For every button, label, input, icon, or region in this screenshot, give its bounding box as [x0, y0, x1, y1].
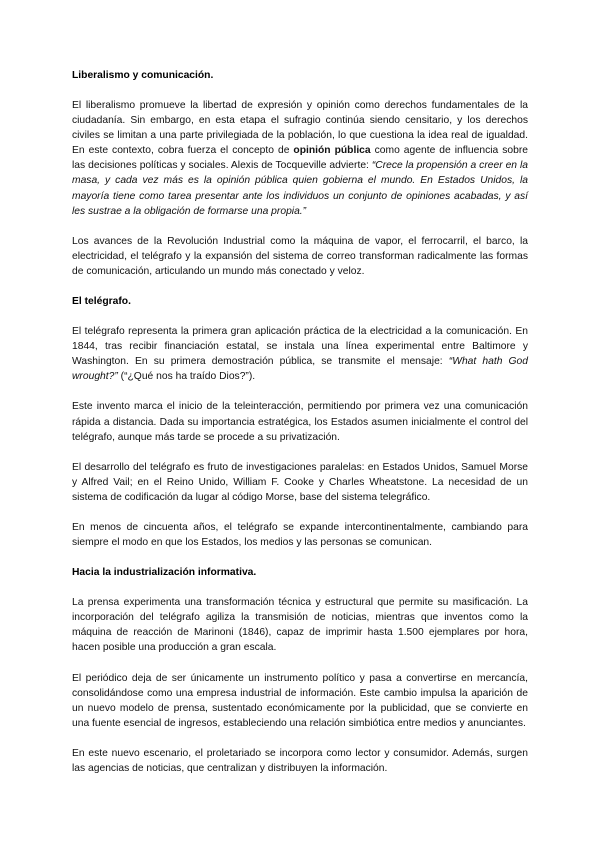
paragraph: El periódico deja de ser únicamente un instrumento político y pasa a convertirse en mercancía, consolidándose como una empresa industrial de información. Este cambio impulsa la aparición de un nuevo modelo de prensa, sustentado económicamente por la publicidad, que se convierte en una fuente esencial de ingresos, estableciendo una relación simbiótica entre medios y anunciantes.	[72, 672, 528, 729]
paragraph: En menos de cincuenta años, el telégrafo se expande intercontinentalmente, cambiando para siempre el modo en que los Estados, los medios y las personas se comunican.	[72, 521, 528, 549]
paragraph: En este nuevo escenario, el proletariado se incorpora como lector y consumidor. Además, surgen las agencias de noticias, que centralizan y distribuyen la información.	[72, 747, 528, 774]
section-heading-telegrafo: El telégrafo.	[72, 296, 131, 308]
paragraph-text: El telégrafo representa la primera gran aplicación práctica de la electricidad a la comunicación. En 1844, tras recibir financiación estatal, se instala una línea experimental entre Baltimore y Washington. En su primera demostración pública, se transmite el mensaje:	[72, 326, 528, 368]
paragraph: El desarrollo del telégrafo es fruto de investigaciones paralelas: en Estados Unidos, Samuel Morse y Alfred Vail; en el Reino Unido, William F. Cooke y Charles Wheatstone. La necesidad de un sistema de codificación da lugar al código Morse, base del sistema telegráfico.	[72, 461, 528, 503]
bold-term: opinión pública	[293, 145, 371, 157]
paragraph-text: como agente de influencia sobre las decisiones políticas y sociales. Alexis de Tocqueville advierte:	[72, 145, 528, 172]
quote-morse: “What hath God wrought?”	[72, 356, 529, 383]
paragraph	[72, 324, 528, 384]
paragraph-text: (“¿Qué nos ha traído Dios?”).	[117, 371, 256, 383]
paragraph: La prensa experimenta una transformación técnica y estructural que permite su masificación. La incorporación del telégrafo agiliza la transmisión de noticias, mientras que inventos como la máquina de reacción de Marinoni (1846), capaz de imprimir hasta 1.500 ejemplares por hora, hacen posible una producción a gran escala.	[72, 597, 528, 654]
paragraph: Los avances de la Revolución Industrial como la máquina de vapor, el ferrocarril, el barco, la electricidad, el telégrafo y la expansión del sistema de correo transforman radicalmente las formas de comunicación, articulando un mundo más conectado y veloz.	[72, 235, 528, 277]
quote-tocqueville: “Crece la propensión a creer en la masa, y cada vez más es la opinión pública quien gobierna el mundo. En Estados Unidos, la mayoría tiene como tarea presentar ante los individuos un conjunto de opiniones acabadas, y así les sustrae a la obligación de formarse una propia.”	[72, 160, 528, 217]
section-heading-liberalismo: Liberalismo y comunicación.	[72, 70, 214, 81]
paragraph	[72, 98, 528, 219]
section-heading-industrializacion: Hacia la industrialización informativa.	[72, 567, 257, 579]
paragraph-text: El liberalismo promueve la libertad de expresión y opinión como derechos fundamentales de la ciudadanía. Sin embargo, en esta etapa el sufragio continúa siendo censitario, y los derechos civiles se limitan a una parte privilegiada de la población, lo que cuestiona la idea real de igualdad. En este contexto, cobra fuerza el concepto de	[72, 100, 528, 157]
document-page	[72, 68, 528, 776]
paragraph: Este invento marca el inicio de la teleinteracción, permitiendo por primera vez una comunicación rápida a distancia. Dada su importancia estratégica, los Estados asumen inicialmente el control del telégrafo, aunque más tarde se procede a su privatización.	[72, 401, 528, 443]
